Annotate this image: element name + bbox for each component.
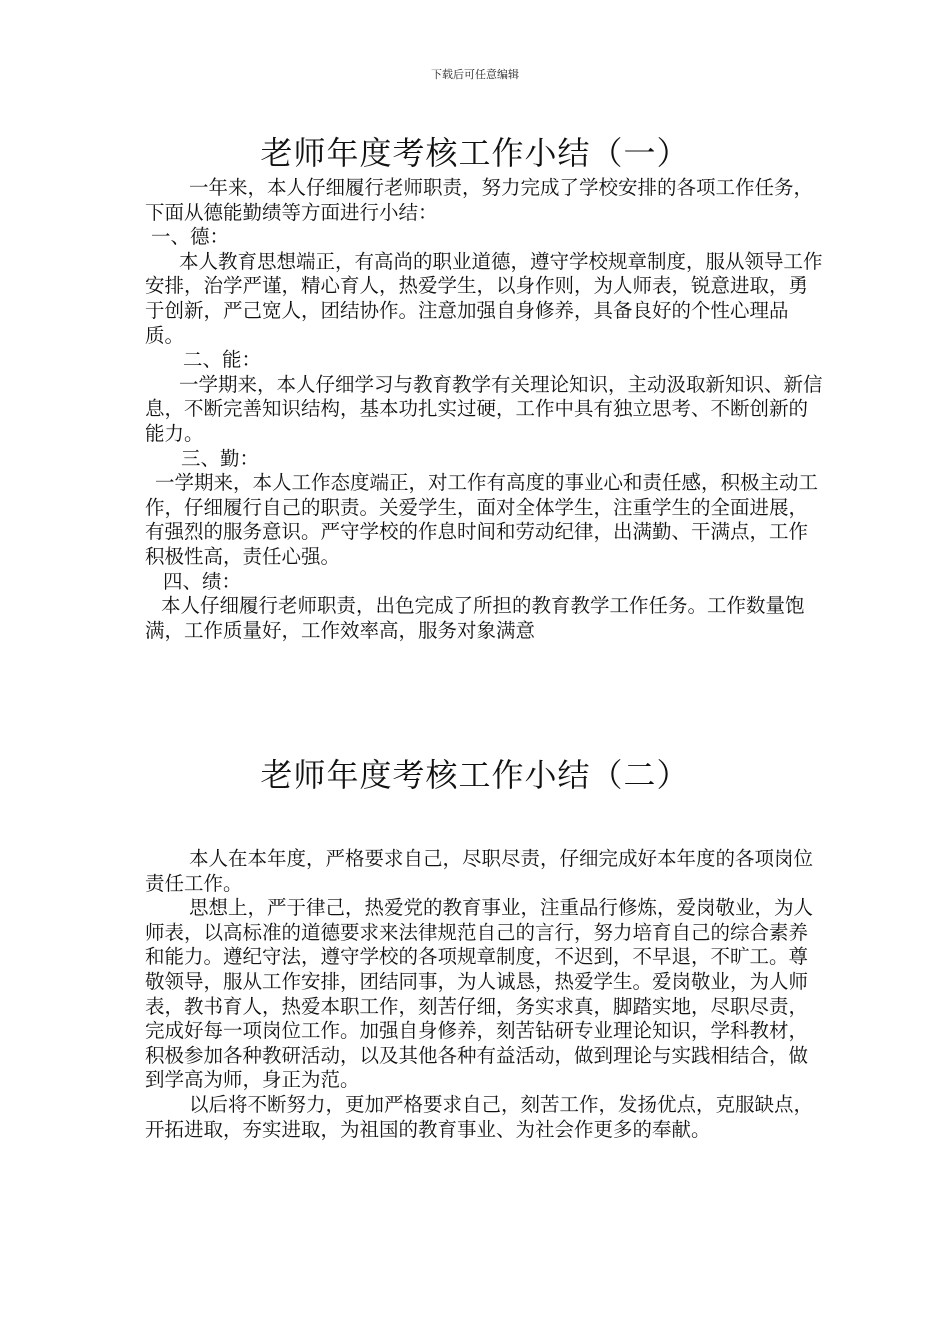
section2-paragraph: 思想上，严于律己，热爱党的教育事业，注重品行修炼，爱岗敬业，为人师表，以高标准的道德要求来法律规范自己的言行，努力培育自己的综合素养和能力。遵纪守法，遵守学校的各项规章制度，不迟到，不早退，不旷工。尊敬领导，服从工作安排，团结同事，为人诚恳，热爱学生。爱岗敬业，为人师表，教书育人，热爱本职工作，刻苦仔细，务实求真，脚踏实地，尽职尽责，完成好每一项岗位工作。加强自身修养，刻苦钻研专业理论知识，学科教材，积极参加各种教研活动，以及其他各种有益活动，做到理论与实践相结合，做到学高为师，身正为范。 xyxy=(145,896,814,1092)
header-note: 下载后可任意编辑 xyxy=(431,68,519,81)
section1-paragraph-ji: 本人仔细履行老师职责，出色完成了所担的教育教学工作任务。工作数量饱满，工作质量好，工作效率高，服务对象满意 xyxy=(145,594,805,642)
section1-heading-neng: 二、能： xyxy=(183,348,262,372)
section1-heading-ji: 四、绩： xyxy=(163,569,242,593)
section1-intro: 一年来，本人仔细履行老师职责，努力完成了学校安排的各项工作任务，下面从德能勤绩等方面进行小结： xyxy=(145,176,814,224)
section2-title: 老师年度考核工作小结（二） xyxy=(260,756,690,794)
section2-paragraph: 本人在本年度，严格要求自己，尽职尽责，仔细完成好本年度的各项岗位责任工作。 xyxy=(145,847,814,895)
section2-body xyxy=(145,847,825,1142)
section1-paragraph-de: 本人教育思想端正，有高尚的职业道德，遵守学校规章制度，服从领导工作安排，治学严谨，精心育人，热爱学生，以身作则，为人师表，锐意进取，勇于创新，严己宽人，团结协作。注意加强自身修养，具备良好的个性心理品质。 xyxy=(145,249,823,347)
section1-heading-qin: 三、勤： xyxy=(181,446,260,470)
section1-paragraph-qin: 一学期来，本人工作态度端正，对工作有高度的事业心和责任感，积极主动工作，仔细履行自己的职责。关爱学生，面对全体学生，注重学生的全面进展，有强烈的服务意识。严守学校的作息时间和劳动纪律，出满勤、干满点，工作积极性高，责任心强。 xyxy=(145,471,819,568)
section2-paragraph: 以后将不断努力，更加严格要求自己，刻苦工作，发扬优点，克服缺点，开拓进取，夯实进取，为祖国的教育事业、为社会作更多的奉献。 xyxy=(145,1092,814,1141)
section1-title: 老师年度考核工作小结（一） xyxy=(260,134,690,172)
section1-paragraph-neng: 一学期来，本人仔细学习与教育教学有关理论知识，主动汲取新知识、新信息，不断完善知识结构，基本功扎实过硬，工作中具有独立思考、不断创新的能力。 xyxy=(145,372,823,445)
section1-heading-de: 一、德： xyxy=(151,225,230,249)
section1-body xyxy=(145,176,825,643)
